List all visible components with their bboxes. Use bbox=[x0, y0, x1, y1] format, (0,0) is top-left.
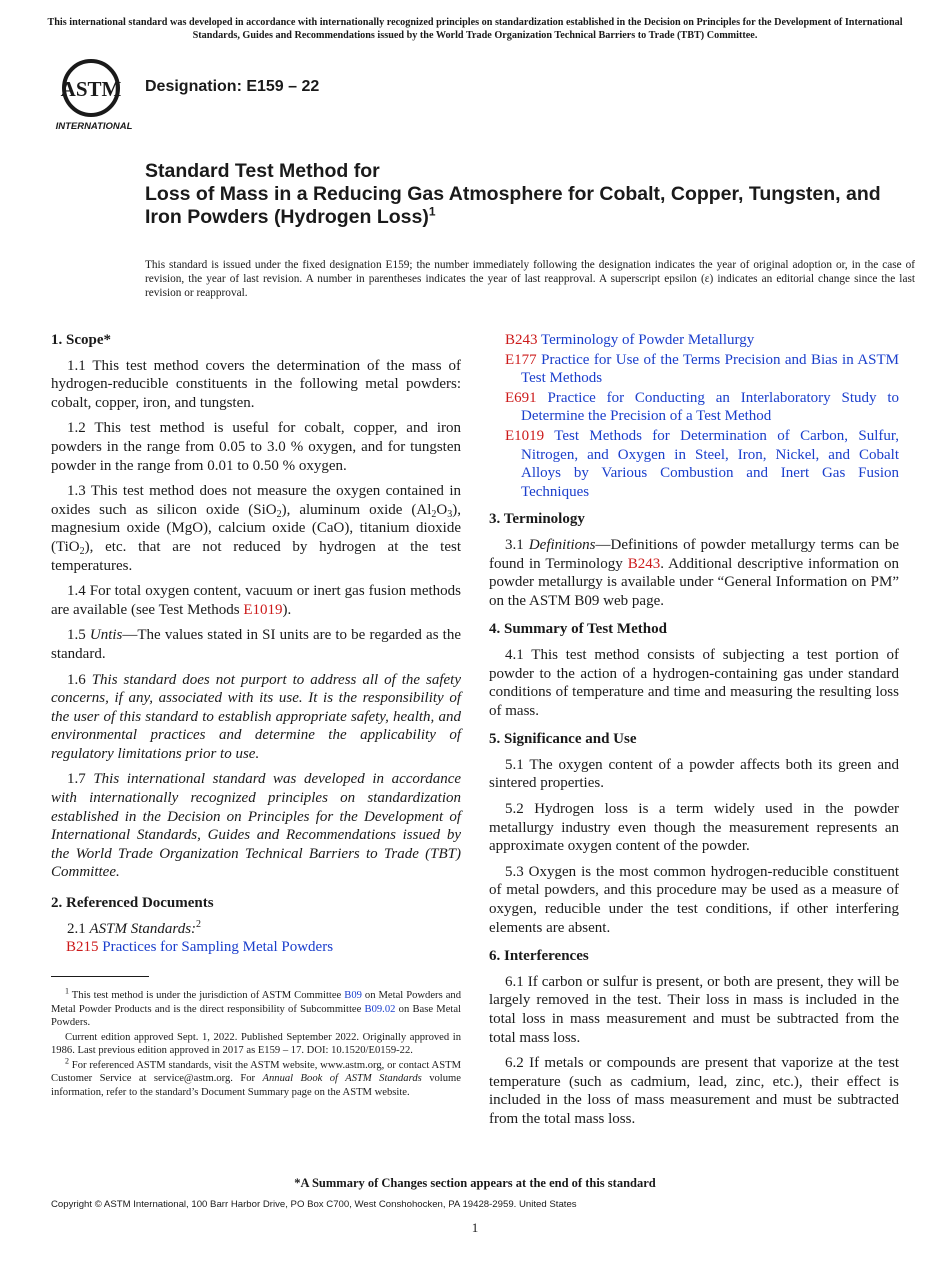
ref-item-e691[interactable] bbox=[489, 389, 899, 426]
para-1-7-text: This international standard was developed in accordance with internationally recognized principles on standardization established in the Decision on Principles for the Development of International Standards, Guides and Recommendations issued by the World Trade Organization Technical Barriers to Trade (TBT) Committee. bbox=[51, 771, 462, 881]
section-3-heading: 3. Terminology bbox=[489, 511, 585, 528]
ref-title[interactable]: Test Methods for Determination of Carbon, Sulfur, Nitrogen, and Oxygen in Steel, Iron, Nickel, and Cobalt Alloys by Various Combustion and Inert Gas Fusion Techniques bbox=[521, 427, 899, 500]
para-1-5-num: 1.5 bbox=[67, 627, 90, 644]
link-e1019[interactable]: E1019 bbox=[243, 601, 283, 618]
footnote-2-text: volume information, refer to the standard’s Document Summary page on the ASTM website. bbox=[51, 1073, 461, 1098]
footnote-2-text: For referenced ASTM standards, visit the ASTM website, www.astm.org, or contact ASTM Customer Service at service@astm.org. For bbox=[51, 1059, 461, 1084]
section-6-heading: 6. Interferences bbox=[489, 948, 589, 965]
para-2-1-text: ASTM Standards: bbox=[89, 920, 197, 937]
footnote-current-edition: Current edition approved Sept. 1, 2022. Published September 2022. Originally approved in 1986. Last previous edition approved in 2017 as E159 – 17. DOI: 10.1520/E0159-22. bbox=[51, 1031, 461, 1056]
footnote-1-text: This test method is under the jurisdiction of ASTM Committee bbox=[69, 990, 345, 1001]
ref-title[interactable]: Terminology of Powder Metallurgy bbox=[537, 332, 755, 348]
para-6-2: 6.2 If metals or compounds are present that vaporize at the test temperature (such as cadmium, lead, zinc, etc.), their effect is included in the loss of mass measurement and must be subtracted from the total mass loss. bbox=[489, 1055, 899, 1127]
ref-code[interactable]: B243 bbox=[505, 332, 538, 348]
footnote-mark-2: 2 bbox=[196, 918, 202, 930]
section-2-heading: 2. Referenced Documents bbox=[51, 895, 214, 912]
section-1-heading: 1. Scope* bbox=[51, 332, 111, 348]
section-5-heading: 5. Significance and Use bbox=[489, 731, 637, 748]
para-1-3-part: ), aluminum oxide (Al bbox=[281, 501, 432, 518]
footnote-2-book: Annual Book of ASTM Standards bbox=[262, 1073, 422, 1084]
ref-code[interactable]: E1019 bbox=[505, 427, 545, 444]
page-number: 1 bbox=[471, 1220, 479, 1235]
ref-title[interactable]: Practice for Conducting an Interlaboratory Study to Determine the Precision of a Test Method bbox=[521, 389, 899, 425]
footnotes bbox=[51, 986, 461, 1100]
footnote-1-text: on Base Metal Powders. bbox=[51, 1003, 461, 1028]
title-footnote-mark: 1 bbox=[428, 204, 436, 219]
link-b243[interactable]: B243 bbox=[627, 555, 661, 572]
para-1-6 bbox=[51, 671, 461, 764]
left-column bbox=[51, 331, 461, 958]
ref-item-b215[interactable] bbox=[51, 938, 461, 957]
para-1-4-end: ). bbox=[282, 601, 292, 618]
para-1-3 bbox=[51, 482, 461, 575]
ref-item-e1019[interactable] bbox=[489, 427, 899, 501]
para-1-4-text: 1.4 For total oxygen content, vacuum or inert gas fusion methods are available (see Test Methods bbox=[51, 583, 461, 618]
para-1-7 bbox=[51, 770, 461, 882]
para-1-5-term: Untis bbox=[89, 627, 123, 644]
subscript: 2 bbox=[79, 545, 85, 557]
ref-title[interactable]: Practice for Use of the Terms Precision and Bias in ASTM Test Methods bbox=[521, 351, 899, 387]
para-3-1-num: 3.1 bbox=[505, 536, 529, 553]
para-1-3-part: 1.3 This test method does not measure the oxygen contained in oxides such as silicon oxide (SiO bbox=[51, 483, 461, 518]
para-1-5-text: —The values stated in SI units are to be regarded as the standard. bbox=[51, 627, 461, 662]
issued-note: This standard is issued under the fixed designation E159; the number immediately following the designation indicates the year of original adoption or, in the case of revision, the year of last revision. A number in parentheses indicates the year of last reapproval. A superscript epsilon (ε) indicates an editorial change since the last revision or reapproval. bbox=[145, 259, 915, 299]
para-6-1: 6.1 If carbon or sulfur is present, or both are present, they will be largely removed in the test. Their loss in mass is included in the total loss in mass measurement and must be subtracted from the total mass loss. bbox=[489, 973, 899, 1046]
right-column bbox=[489, 331, 899, 1136]
para-3-1 bbox=[489, 536, 899, 610]
ref-item-e177[interactable] bbox=[489, 351, 899, 388]
para-3-1-term: Definitions bbox=[528, 536, 596, 553]
ref-code[interactable]: B215 bbox=[66, 939, 99, 956]
footnote-2 bbox=[51, 1055, 461, 1100]
footnote-1 bbox=[51, 986, 461, 1030]
ref-code[interactable]: E177 bbox=[505, 351, 537, 368]
section-4-heading: 4. Summary of Test Method bbox=[489, 621, 667, 638]
para-1-7-num: 1.7 bbox=[67, 771, 94, 788]
para-5-2: 5.2 Hydrogen loss is a term widely used in the powder metallurgy industry even though the measurement represents an approximate oxygen content of the powder. bbox=[489, 801, 899, 855]
title-line-2 bbox=[145, 183, 915, 229]
astm-logo-mark bbox=[53, 56, 135, 132]
designation-year: 22 bbox=[301, 78, 320, 95]
para-2-1 bbox=[51, 920, 461, 939]
astm-logo bbox=[53, 56, 135, 132]
ref-title[interactable]: Practices for Sampling Metal Powders bbox=[98, 939, 334, 956]
para-5-1: 5.1 The oxygen content of a powder affects both its green and sintered properties. bbox=[489, 756, 899, 792]
footnote-1-mark: 1 bbox=[65, 986, 69, 996]
designation-label: Designation: E159 bbox=[145, 78, 284, 95]
para-3-1-text: —Definitions of powder metallurgy terms can be found in Terminology bbox=[489, 536, 900, 572]
subscript: 3 bbox=[447, 508, 453, 520]
title-line-1: Standard Test Method for bbox=[145, 160, 380, 182]
para-4-1: 4.1 This test method consists of subjecting a test portion of powder to the action of a hydrogen-containing gas under standard conditions of temperature and time and measuring the resulting loss of mass. bbox=[489, 646, 899, 719]
para-3-1-text: . Additional descriptive information on powder metallurgy is available under “General Information on PM” on the ASTM B09 web page. bbox=[489, 555, 899, 609]
astm-logo-subtext: INTERNATIONAL bbox=[55, 121, 133, 132]
footnote-2-mark: 2 bbox=[65, 1055, 69, 1065]
tbt-notice: This international standard was developed in accordance with internationally recognized principles on standardization established in the Decision on Principles for the Development of International Standards, Guides and Recommendations issued by the World Trade Organization Technical Barriers to Trade (TBT) Committee. bbox=[47, 17, 903, 41]
subscript: 2 bbox=[431, 508, 437, 520]
para-1-3-part: ), etc. that are not reduced by hydrogen at the test temperatures. bbox=[51, 538, 461, 574]
para-1-5 bbox=[51, 626, 461, 663]
link-b09[interactable]: B09 bbox=[344, 990, 362, 1001]
para-1-4 bbox=[51, 582, 461, 619]
copyright: Copyright © ASTM International, 100 Barr Harbor Drive, PO Box C700, West Conshohocken, PA 19428-2959. United States bbox=[51, 1199, 577, 1210]
para-1-1: 1.1 This test method covers the determination of the mass of hydrogen-reducible constituents in the following metal powders: cobalt, copper, iron, and tungsten. bbox=[51, 357, 461, 411]
footnote-1-text: on Metal Powders and Metal Powder Products and is the direct responsibility of Subcommittee bbox=[51, 990, 461, 1015]
astm-logo-text: ASTM bbox=[60, 77, 122, 101]
para-1-2: 1.2 This test method is useful for cobalt, copper, and iron powders in the range from 0.05 to 3.0 % oxygen, and for tungsten powder in the range from 0.01 to 0.50 % oxygen. bbox=[51, 420, 461, 474]
footnote-divider bbox=[51, 976, 149, 977]
para-5-3: 5.3 Oxygen is the most common hydrogen-reducible constituent of metal powders, and this procedure may be used as a measure of oxygen, reducible under the test conditions, if other interfering elements are absent. bbox=[489, 863, 899, 936]
para-1-3-part: O bbox=[436, 501, 448, 518]
para-1-3-part: ), magnesium oxide (MgO), calcium oxide (CaO), titanium dioxide (TiO bbox=[51, 501, 461, 555]
para-2-1-num: 2.1 bbox=[67, 920, 90, 937]
title-main: Loss of Mass in a Reducing Gas Atmosphere for Cobalt, Copper, Tungsten, and Iron Powders (Hydrogen Loss) bbox=[145, 183, 881, 228]
link-b09-02[interactable]: B09.02 bbox=[364, 1003, 396, 1015]
ref-code[interactable]: E691 bbox=[505, 389, 537, 406]
ref-item-b243[interactable] bbox=[489, 331, 899, 350]
para-1-6-text: This standard does not purport to address all of the safety concerns, if any, associated with its use. It is the responsibility of the user of this standard to establish appropriate safety, health, and environmental practices and determine the applicability of regulatory limitations prior to use. bbox=[51, 671, 462, 762]
summary-of-changes-note: *A Summary of Changes section appears at the end of this standard bbox=[294, 1176, 656, 1190]
designation-separator: – bbox=[283, 78, 302, 95]
designation bbox=[145, 78, 319, 96]
subscript: 2 bbox=[276, 508, 282, 520]
page-title bbox=[145, 160, 915, 229]
para-1-6-num: 1.6 bbox=[67, 671, 92, 688]
